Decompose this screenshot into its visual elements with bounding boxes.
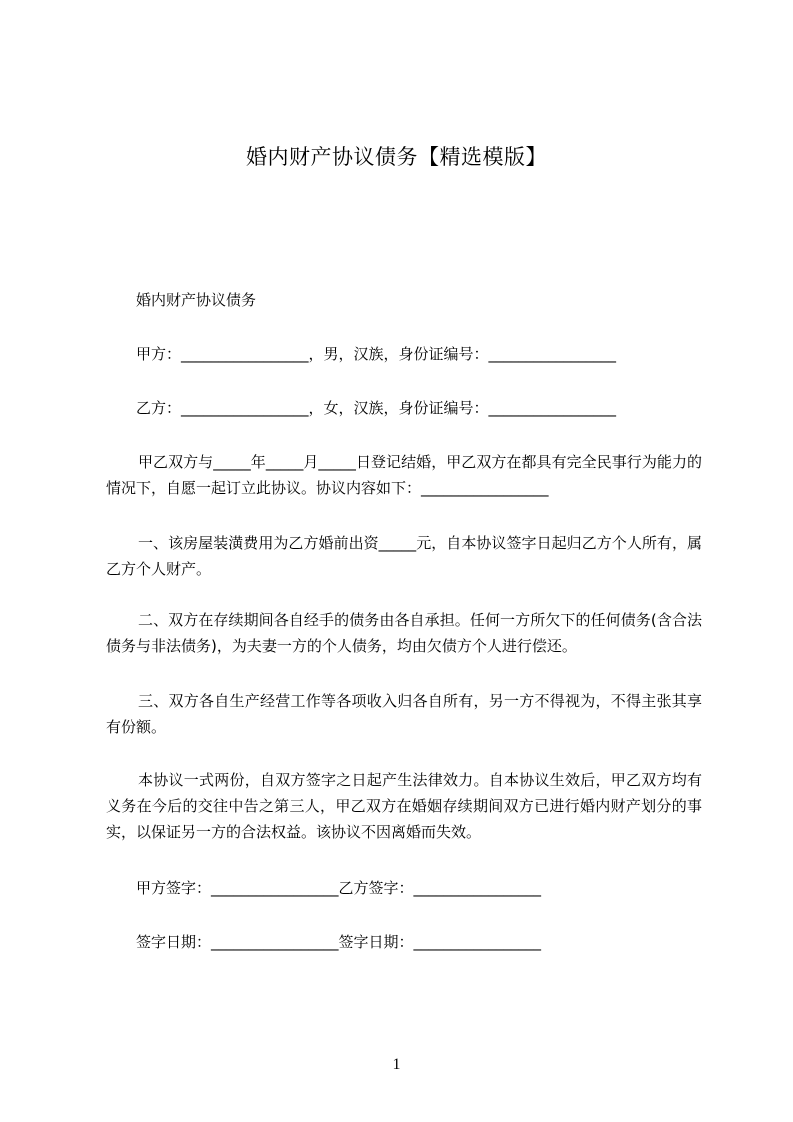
document-subtitle: 婚内财产协议债务 [136,291,257,309]
intro-paragraph: 甲乙双方与_____年_____月_____日登记结婚，甲乙双方在都具有完全民事行为能力的情况下，自愿一起订立此协议。协议内容如下：_________________ [106,453,702,497]
closing-paragraph: 本协议一式两份，自双方签字之日起产生法律效力。自本协议生效后，甲乙双方均有义务在今后的交往中告之第三人，甲乙双方在婚姻存续期间双方已进行婚内财产划分的事实，以保证另一方的合法权益。该协议不因离婚而失效。 [106,771,702,841]
clause-3-paragraph: 三、双方各自生产经营工作等各项收入归各自所有，另一方不得视为，不得主张其享有份额。 [106,692,702,736]
party-a-line: 甲方：_________________，男，汉族，身份证编号：_________________ [136,345,617,363]
page-number: 1 [392,1056,401,1073]
signature-date-line: 签字日期：_________________签字日期：_________________ [136,933,542,951]
document-title: 婚内财产协议债务【精选模版】 [246,145,547,169]
party-b-line: 乙方：_________________，女，汉族，身份证编号：_________________ [136,399,617,417]
clause-1-paragraph: 一、该房屋装潢费用为乙方婚前出资_____元，自本协议签字日起归乙方个人所有，属乙方个人财产。 [106,534,702,578]
clause-2-paragraph: 二、双方在存续期间各自经手的债务由各自承担。任何一方所欠下的任何债务(含合法债务与非法债务)，为夫妻一方的个人债务，均由欠债方个人进行偿还。 [106,611,702,655]
signature-line: 甲方签字：_________________乙方签字：_________________ [136,879,542,897]
